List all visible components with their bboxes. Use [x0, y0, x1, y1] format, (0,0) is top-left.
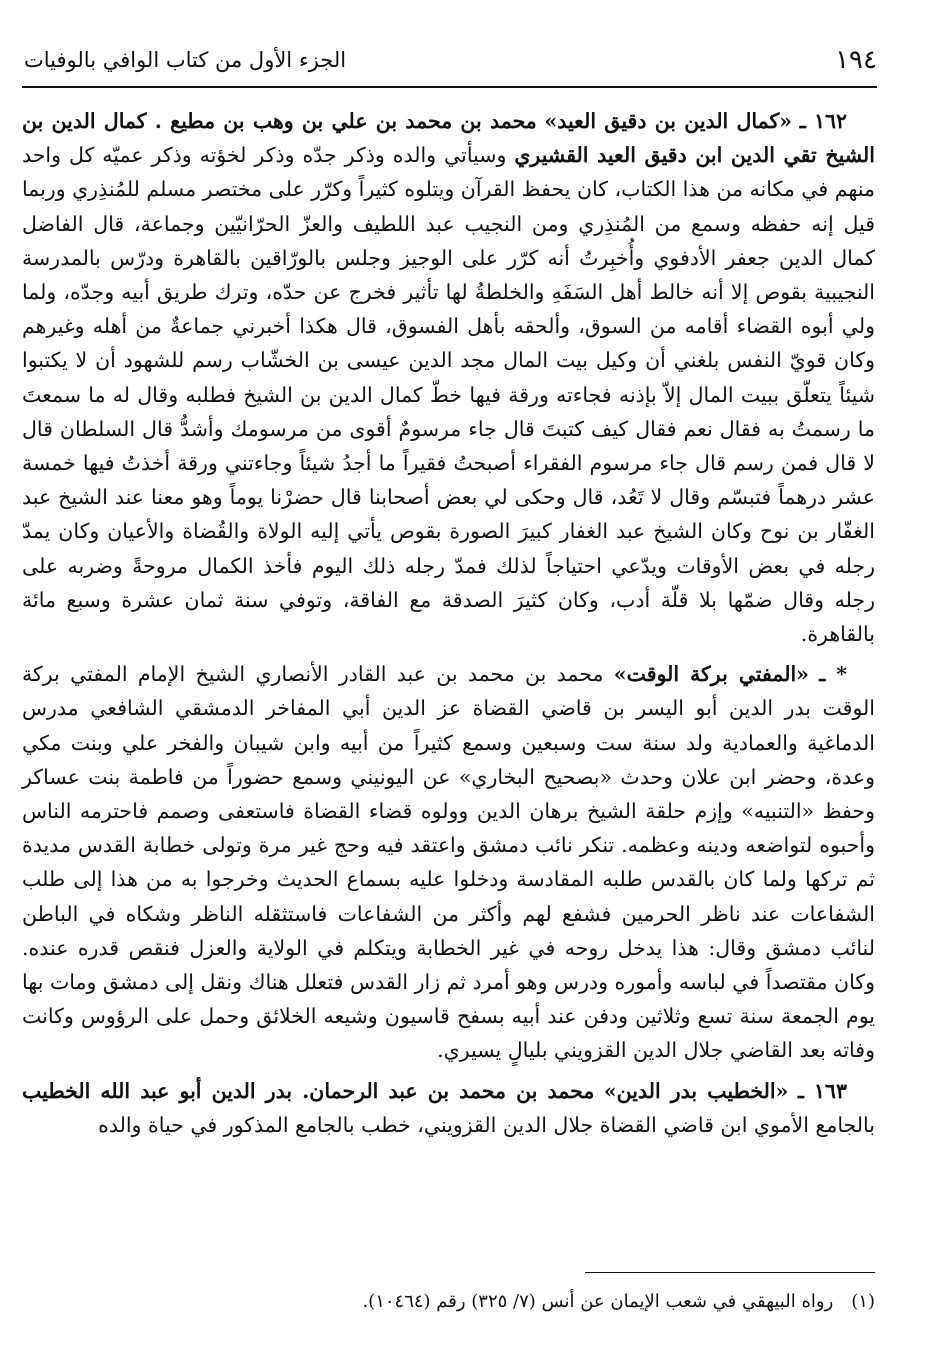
entry-number: * ـ [819, 662, 847, 687]
entry-mufti [22, 657, 875, 1067]
page-number: ١٩٤ [835, 45, 877, 75]
entry-name: محمد بن محمد بن علي بن وهب بن مطيع . كمال الدين بن الشيخ تقي الدين ابن دقيق العيد القشيري [22, 109, 875, 168]
entry-162 [22, 104, 875, 651]
entry-number: ١٦٢ ـ [799, 109, 847, 133]
main-text [22, 104, 875, 1148]
entry-name: محمد بن محمد بن عبد الرحمان. بدر الدين أبو عبد الله الخطيب [22, 1078, 595, 1103]
entry-number: ١٦٣ ـ [797, 1078, 847, 1103]
book-title: الجزء الأول من كتاب الوافي بالوفيات [24, 48, 347, 72]
running-header [24, 40, 877, 80]
footnote [22, 1288, 875, 1316]
footnote-text: رواه البيهقي في شعب الإيمان عن أنس (٧/ ٣٢٥) رقم (١٠٤٦٤). [362, 1291, 834, 1312]
entry-title: «الخطيب بدر الدين» [603, 1078, 789, 1103]
footnote-divider [585, 1272, 875, 1273]
entry-163 [22, 1074, 875, 1142]
header-divider [22, 86, 877, 88]
entry-text: بالجامع الأموي ابن قاضي القضاة جلال الدين القزويني، خطب بالجامع المذكور في حياة والده [98, 1112, 875, 1137]
entry-text: محمد بن محمد بن عبد القادر الأنصاري الشيخ الإمام المفتي بركة الوقت بدر الدين أبو اليسر بن قاضي القضاة عز الدين أبي المفاخر الدمشقي الشافعي مدرس الدماغية والعمادية ولد سنة ست وسبعين وسمع كثيراً من أبيه وابن شيبان والفخر علي وبنت مكي وعدة، وحضر ابن علان وحدث «بصحيح البخاري» عن اليونيني وسمع حضوراً من فاطمة بنت عساكر وحفظ «التنبيه» وإزم حلقة الشيخ برهان الدين وولوه قضاء القضاة فاستعفى وصمم فاحترمه الناس وأحبوه لتواضعه ودينه وعظمه. تنكر نائب دمشق واعتقد فيه وحج غير مرة وتولى خطابة القدس مديدة ثم تركها ولما كان بالقدس طلبه المقادسة ودخلوا عليه بسماع الحديث وخرجوا به من هذا إلى طلب الشفاعات عند ناظر الحرمين فشفع لهم وأكثر من الشفاعات فاستثقله الناظر وشكاه في الباطن لنائب دمشق وقال: هذا يدخل روحه في غير الخطابة ويتكلم في الولاية والعزل فنقص قدره عنده. وكان مقتصداً في لباسه وأموره ودرس وهو أمرد ثم زار القدس فتعلل هناك ونقل إلى دمشق ومات بها يوم الجمعة سنة تسع وثلاثين ودفن عند أبيه بسفح قاسيون وشيعه الخلائق وحمل على الرؤوس وكانت وفاته بعد القاضي جلال الدين القزويني بليالٍ يسيري. [22, 662, 875, 1063]
entry-title: «المفتي بركة الوقت» [613, 662, 809, 687]
entry-title: «كمال الدين بن دقيق العيد» [544, 109, 793, 133]
entry-text: وسيأتي والده وذكر جدّه وذكر لخؤته وذكر عميّه كل واحد منهم في مكانه من هذا الكتاب، كان يحفظ القرآن ويتلوه كثيراً وكرّر على مختصر مسلم للمُنذِري وربما قيل إنه حفظه وسمع من المُنذِري ومن النجيب عبد اللطيف والعزّ الحرّانيّين وجماعة، قال الفاضل كمال الدين جعفر الأدفوي وأُخبِرتُ أنه كرّر على الوجيز وجلس بالورّاقين بالقاهرة ودرّس بالمدرسة النجيبية بقوص إلا أنه خالط أهل السَفَهِ والخلطةُ لها تأثير فخرج عن حدّه، وترك طريق أبيه وجدّه، ولما ولي أبوه القضاء أقامه من السوق، وألحقه بأهل الفسوق، قال هكذا أخبرني جماعةٌ من أهله وغيرهم وكان قويّ النفس بلغني أن وكيل بيت المال مجد الدين عيسى بن الخشّاب رسم للشهود أن لا يكتبوا شيئاً يتعلّق ببيت المال إلاّ بإذنه فجاءته ورقة فيها خطّ كمال الدين بن الشيخ فطلبه وقال له ما سمعتَ ما رسمتُ به فقال نعم فقال كيف كتبتَ قال جاء مرسومٌ أقوى من مرسومك وأشدُّ قال السلطان قال لا قال فمن رسم قال جاء مرسوم الفقراء أصبحتُ فقيراً ما أجدُ شيئاً وجاءتني ورقة أخذتُ فيها خمسة عشر درهماً فتبسّم وقال لا تَعُد، قال وحكى لي بعض أصحابنا قال حضرْنا يوماً وهو معنا عند الشيخ عبد الغفّار بن نوح وكان الشيخ عبد الغفار كبيرَ الصورة بقوص يأتي إليه الولاة والقُضاة والأعيان وكان يمدّ رجله في بعض الأوقات ويدّعي احتياجاً لذلك فمدّ رجله ذلك اليوم فأخذ الكمال مروحةً وضربه على رجله وقال ضمّها بلا قلّة أدب، وكان كثيرَ الصدقة مع الفاقة، وتوفي سنة ثمان عشرة وسبع مائة بالقاهرة. [22, 143, 875, 647]
footnote-marker: (١) [851, 1291, 875, 1312]
